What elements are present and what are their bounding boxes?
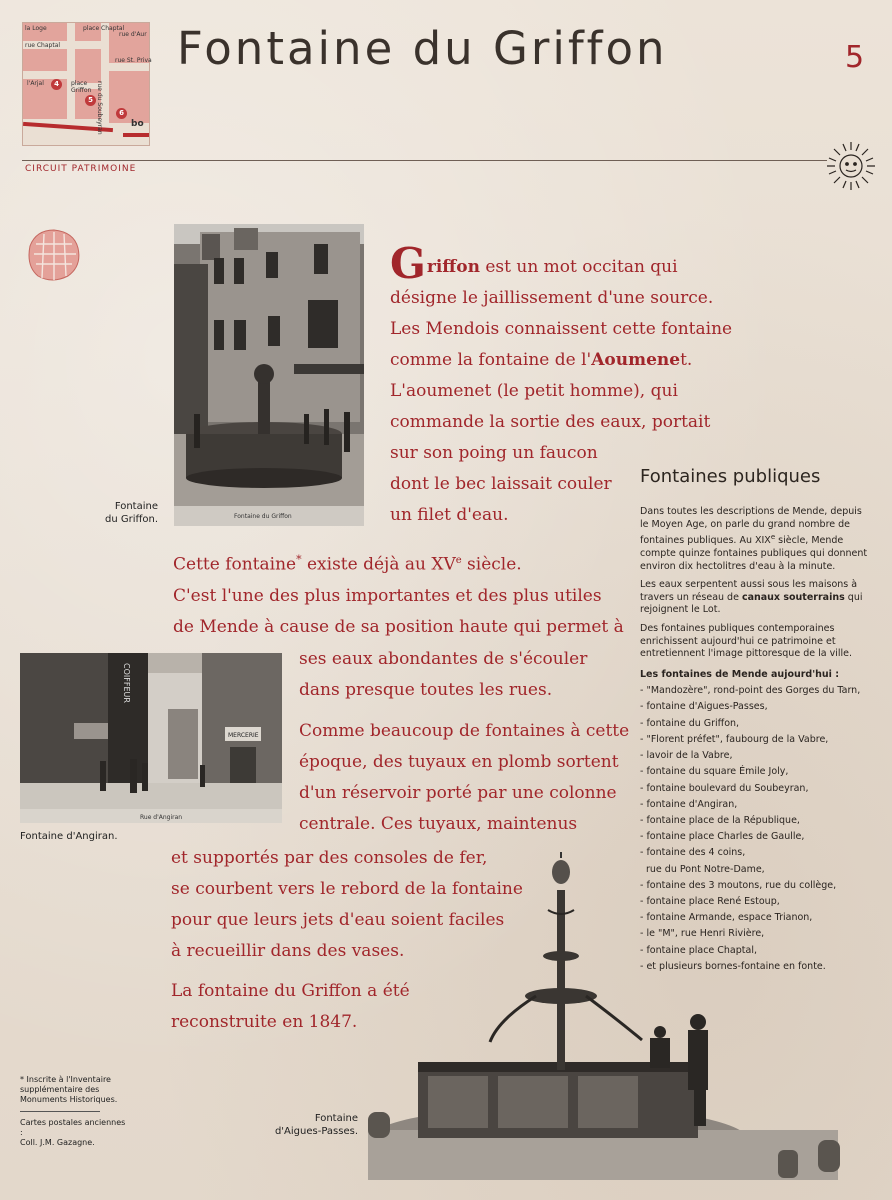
list-item: - fontaine d'Aigues-Passes, [640,701,768,713]
text-span: siècle. [461,554,522,575]
map-label: rue d'Aur [119,31,147,38]
map-block [23,49,67,71]
postcard-caption: Fontaine du Griffon [234,513,292,520]
caption-line: Fontaine [114,501,158,512]
map-label: l'Arjal [27,80,44,87]
map-label: la Loge [25,25,47,32]
list-item: - fontaine du square Émile Joly, [640,766,789,778]
bold-term: Aoumene [591,350,681,370]
text-line [390,345,732,376]
fountain-list-title: Les fontaines de Mende aujourd'hui : [640,668,840,680]
list-heading [640,669,870,682]
text-line: à recueillir dans des vases. [171,941,405,961]
location-map [22,22,150,146]
list-item: - fontaine d'Angiran, [640,798,738,810]
caption-line: du Griffon. [104,514,158,525]
map-pin: 5 [85,95,96,106]
sidebar-paragraph [640,506,870,573]
text-line: commande la sortie des eaux, portait [390,412,711,432]
text-span: Les eaux serpentent aussi sous les maisons à travers un réseau de [640,579,858,603]
circuit-label: CIRCUIT PATRIMOINE [25,164,137,174]
drop-cap: G [390,239,426,288]
shop-sign: MERCERIE [228,732,259,739]
text-line: de Mende à cause de sa position haute qui permet à [173,616,624,637]
sun-icon [825,140,877,192]
text-line: sur son poing un faucon [390,443,598,463]
text-line: C'est l'une des plus importantes et des plus utiles [173,585,602,606]
text-line: dont le bec laissait couler [390,474,612,494]
text-line: L'aoumenet (le petit homme), qui [390,381,678,401]
list-item: - fontaine place Charles de Gaulle, [640,831,805,843]
header-divider [22,160,827,161]
superscript: e [455,555,462,566]
griffon-postcard-image [174,224,364,526]
footnote: * Inscrite à l'Inventaire supplémentaire des Monuments Historiques. [20,1075,118,1104]
text-span: qui rejoignent le Lot. [640,591,863,616]
divider [20,1111,100,1112]
text-line: d'un réservoir porté par une colonne [299,783,617,803]
footnote-marker: * [296,553,302,566]
bold-term: canaux souterrains [741,591,845,603]
sidebar-paragraph [640,579,870,617]
text-span: comme la fontaine de l' [390,350,592,370]
text-span: Cette fontaine [173,554,297,575]
text-line: époque, des tuyaux en plomb sortent [299,752,619,772]
text-line: Les Mendois connaissent cette fontaine [390,319,733,339]
text-line: désigne le jaillissement d'une source. [390,288,714,308]
map-label: place Griffon [71,80,92,94]
angiran-caption: Fontaine d'Angiran. [20,831,118,842]
text-span: t. [680,350,693,370]
list-item: - fontaine du Griffon, [640,717,740,729]
text-line: ses eaux abondantes de s'écouler [299,649,588,669]
text-line: reconstruite en 1847. [171,1012,358,1032]
text-line [390,239,732,288]
credits-label: Cartes postales anciennes : [20,1118,126,1137]
text-span: existe déjà au XV [301,554,456,575]
map-label: rue du Soubeyran [96,81,103,135]
aigues-passes-fountain-image [368,850,848,1190]
map-label: place Chaptal [83,25,125,32]
intro-paragraph [390,239,733,531]
list-item: - fontaine boulevard du Soubeyran, [640,782,809,794]
caption-line: Fontaine [314,1113,358,1124]
list-item: rue du Pont Notre-Dame, [646,863,765,875]
map-block [109,71,149,123]
credits: Coll. J.M. Gazagne. [20,1138,95,1147]
text-span: est un mot occitan qui [479,257,678,277]
sidebar-paragraph: Des fontaines publiques contemporaines enrichissent aujourd'hui ce patrimoine et entretiennent l'image pittoresque de la ville. [640,622,852,660]
text-line: La fontaine du Griffon a été [171,981,410,1001]
text-span: Dans toutes les descriptions de Mende, depuis le Moyen Age, on parle du grand nombre de fontaines publiques. Au XIX [640,506,862,547]
map-road [123,133,149,137]
text-line: pour que leurs jets d'eau soient faciles [171,910,505,930]
text-line: un filet d'eau. [390,505,509,525]
page-title: Fontaine du Griffon [177,22,668,75]
text-span: siècle, Mende compte quinze fontaines publiques qui donnent environ dix hectolitres d'eau à la minute. [640,535,868,572]
history-paragraph [173,544,624,643]
sidebar-title: Fontaines publiques [640,466,821,487]
bold-term: riffon [426,257,480,277]
angiran-postcard-image [20,653,282,823]
map-block [75,49,101,83]
map-label: bo [131,119,144,129]
list-item: - le "M", rue Henri Rivière, [640,928,765,940]
list-item: - fontaine des 4 coins, [640,847,746,859]
map-pin: 4 [51,79,62,90]
map-pin: 6 [116,108,127,119]
list-item: - fontaine place René Estoup, [640,895,780,907]
stop-number: 5 [845,40,865,75]
map-label: rue Chaptal [25,42,61,49]
history-paragraph-cont [299,644,587,706]
text-line: se courbent vers le rebord de la fontaine [171,879,523,899]
list-item: - lavoir de la Vabre, [640,750,733,762]
list-item: - fontaine place de la République, [640,814,800,826]
text-line: dans presque toutes les rues. [299,680,553,700]
text-line [173,544,624,581]
footnotes [20,1075,130,1148]
superscript: e [770,533,776,542]
text-line: centrale. Ces tuyaux, maintenus [299,814,578,834]
griffon-caption [100,500,158,526]
list-item: - "Mandozère", rond-point des Gorges du Tarn, [640,685,861,697]
list-item: - fontaine place Chaptal, [640,944,757,956]
list-item: - "Florent préfet", faubourg de la Vabre, [640,733,829,745]
postcard-caption: Rue d'Angiran [140,814,183,821]
map-label: rue St. Priva [115,57,152,64]
aigues-passes-caption [270,1112,358,1138]
town-map-icon [22,224,84,286]
list-item: - et plusieurs bornes-fontaine en fonte. [640,960,826,972]
caption-line: d'Aigues-Passes. [274,1126,358,1137]
shop-sign: COIFFEUR [122,663,131,703]
list-item: - fontaine Armande, espace Trianon, [640,912,813,924]
text-line: Comme beaucoup de fontaines à cette [299,721,630,741]
list-item: - fontaine des 3 moutons, rue du collège, [640,879,837,891]
text-line: et supportés par des consoles de fer, [171,848,488,868]
pipes-paragraph [299,716,629,840]
